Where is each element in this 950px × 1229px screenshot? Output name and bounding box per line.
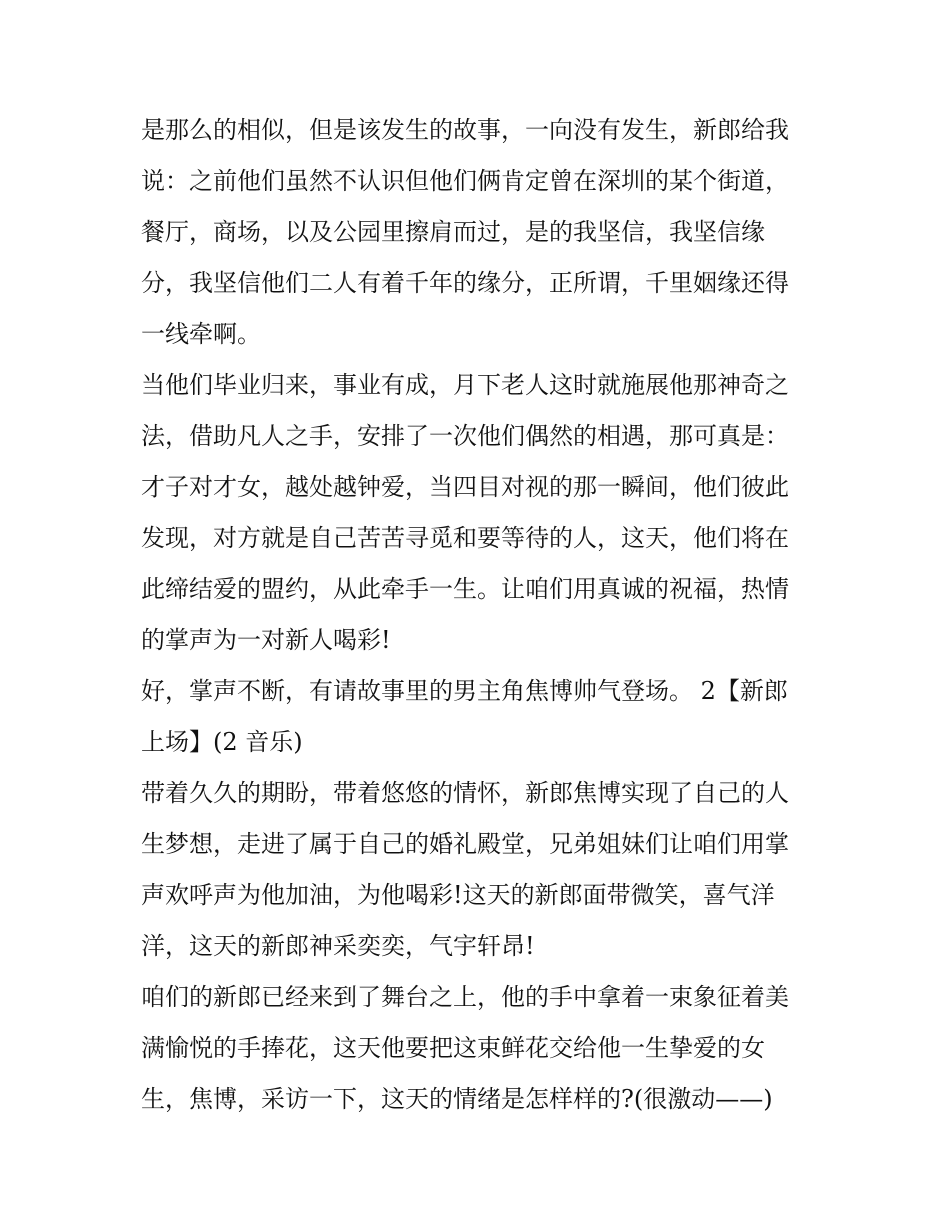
text-line: 发现，对方就是自己苦苦寻觅和要等待的人，这天，他们将在 (141, 524, 789, 552)
text-line: 一线牵啊。 (141, 320, 261, 348)
text-line: 洋，这天的新郎神采奕奕，气宇轩昂! (141, 932, 535, 960)
body-text (141, 105, 821, 1125)
text-line: 咱们的新郎已经来到了舞台之上，他的手中拿着一束象征着美 (141, 983, 789, 1011)
text-line: 法，借助凡人之手，安排了一次他们偶然的相遇，那可真是： (141, 422, 789, 450)
text-line: 带着久久的期盼，带着悠悠的情怀，新郎焦博实现了自己的人 (141, 779, 789, 807)
text-line: 的掌声为一对新人喝彩! (141, 626, 391, 654)
text-line: 好，掌声不断，有请故事里的男主角焦博帅气登场。 2【新郎 (141, 677, 788, 705)
text-line: 生，焦博，采访一下，这天的情绪是怎样样的?(很激动——) (141, 1085, 773, 1113)
text-line: 餐厅，商场，以及公园里擦肩而过，是的我坚信，我坚信缘 (141, 218, 765, 246)
text-line: 是那么的相似，但是该发生的故事，一向没有发生，新郎给我 (141, 116, 789, 144)
text-line: 生梦想，走进了属于自己的婚礼殿堂，兄弟姐妹们让咱们用掌 (141, 830, 789, 858)
text-line: 满愉悦的手捧花，这天他要把这束鲜花交给他一生挚爱的女 (141, 1034, 765, 1062)
text-line: 当他们毕业归来，事业有成，月下老人这时就施展他那神奇之 (141, 371, 789, 399)
text-line: 此缔结爱的盟约，从此牵手一生。让咱们用真诚的祝福，热情 (141, 575, 789, 603)
text-line: 才子对才女，越处越钟爱，当四目对视的那一瞬间，他们彼此 (141, 473, 789, 501)
text-line: 上场】(2 音乐) (141, 728, 303, 756)
text-line: 说：之前他们虽然不认识但他们俩肯定曾在深圳的某个街道， (141, 167, 789, 195)
text-line: 声欢呼声为他加油，为他喝彩!这天的新郎面带微笑，喜气洋 (141, 881, 775, 909)
text-line: 分，我坚信他们二人有着千年的缘分，正所谓，千里姻缘还得 (141, 269, 789, 297)
